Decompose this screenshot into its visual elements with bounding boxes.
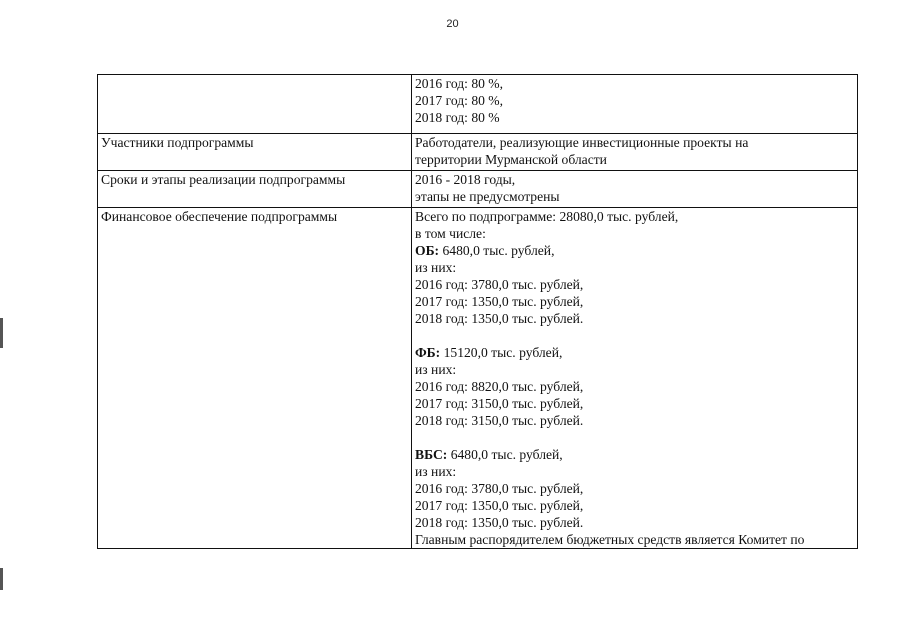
- participants-label: Участники подпрограммы: [101, 135, 254, 150]
- fb-year: 2016 год: 8820,0 тыс. рублей,: [415, 379, 584, 394]
- scan-edge-mark-top: [0, 318, 3, 348]
- spacer: [415, 429, 854, 446]
- table-row: [98, 171, 858, 208]
- ob-key: ОБ:: [415, 243, 440, 258]
- page-number: 20: [446, 18, 459, 30]
- financing-label: Финансовое обеспечение подпрограммы: [101, 209, 338, 224]
- participants-line: территории Мурманской области: [415, 152, 607, 167]
- ob-year: 2016 год: 3780,0 тыс. рублей,: [415, 277, 584, 292]
- vbs-from: из них:: [415, 464, 457, 479]
- subprogram-passport-table: [97, 74, 858, 549]
- row-value: [412, 208, 858, 549]
- vbs-year: 2017 год: 1350,0 тыс. рублей,: [415, 498, 584, 513]
- scan-edge-mark-bottom: [0, 568, 3, 590]
- table-row: [98, 134, 858, 171]
- ob-year: 2017 год: 1350,0 тыс. рублей,: [415, 294, 584, 309]
- fb-year: 2017 год: 3150,0 тыс. рублей,: [415, 396, 584, 411]
- financing-including: в том числе:: [415, 226, 486, 241]
- ob-year: 2018 год: 1350,0 тыс. рублей.: [415, 311, 584, 326]
- row-label-terms: [98, 171, 412, 208]
- vbs-year: 2018 год: 1350,0 тыс. рублей.: [415, 515, 584, 530]
- fb-from: из них:: [415, 362, 457, 377]
- row-label-participants: [98, 134, 412, 171]
- ob-from: из них:: [415, 260, 457, 275]
- terms-line: 2016 - 2018 годы,: [415, 172, 516, 187]
- ob-value: 6480,0 тыс. рублей,: [439, 243, 555, 258]
- table-row: [98, 208, 858, 549]
- row-value: [412, 75, 858, 134]
- fb-key: ФБ:: [415, 345, 441, 360]
- target-2016: 2016 год: 80 %,: [415, 76, 504, 91]
- ob-amount: [415, 242, 854, 259]
- vbs-amount: [415, 446, 854, 463]
- row-label-empty: [98, 75, 412, 134]
- spacer: [415, 327, 854, 344]
- participants-line: Работодатели, реализующие инвестиционные проекты на: [415, 135, 749, 150]
- vbs-year: 2016 год: 3780,0 тыс. рублей,: [415, 481, 584, 496]
- vbs-key: ВБС:: [415, 447, 448, 462]
- budget-manager-note: Главным распорядителем бюджетных средств является Комитет по: [415, 532, 805, 547]
- row-value: [412, 134, 858, 171]
- target-2017: 2017 год: 80 %,: [415, 93, 504, 108]
- terms-label: Сроки и этапы реализации подпрограммы: [101, 172, 346, 187]
- fb-year: 2018 год: 3150,0 тыс. рублей.: [415, 413, 584, 428]
- target-2018: 2018 год: 80 %: [415, 110, 500, 125]
- vbs-value: 6480,0 тыс. рублей,: [447, 447, 563, 462]
- row-value: [412, 171, 858, 208]
- table-row: [98, 75, 858, 134]
- row-label-financing: [98, 208, 412, 549]
- fb-value: 15120,0 тыс. рублей,: [440, 345, 563, 360]
- terms-line: этапы не предусмотрены: [415, 189, 560, 204]
- financing-total: Всего по подпрограмме: 28080,0 тыс. рублей,: [415, 209, 679, 224]
- fb-amount: [415, 344, 854, 361]
